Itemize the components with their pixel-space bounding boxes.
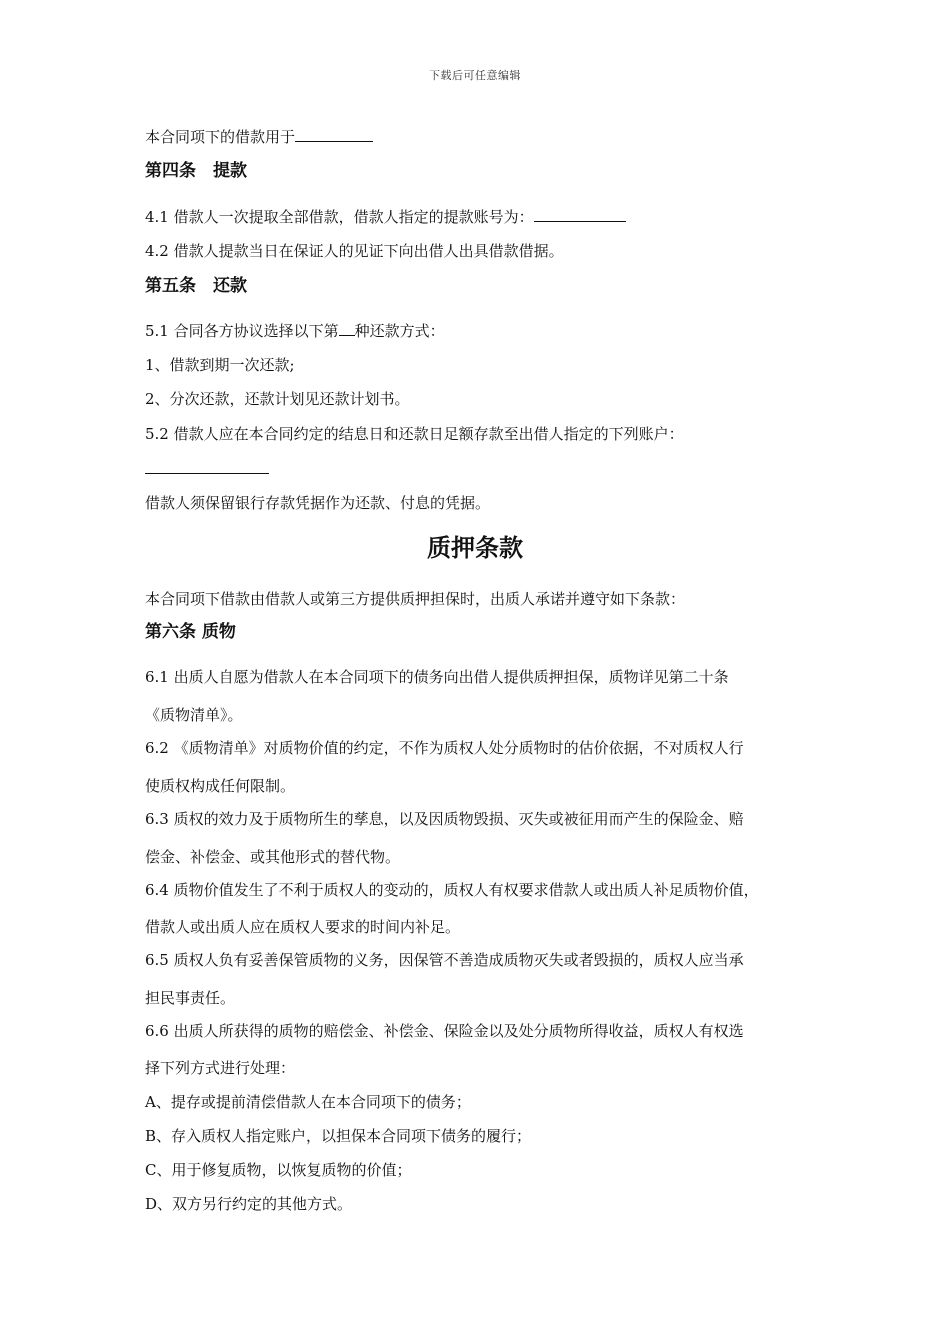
account-blank [534, 207, 626, 222]
clause-6-1-line-2: 《质物清单》。 [145, 706, 243, 724]
clause-6-6-line-1: 6.6 出质人所获得的质物的赔偿金、补偿金、保险金以及处分质物所得收益，质权人有权选 [145, 1022, 744, 1040]
clause-6-4-line-1: 6.4 质物价值发生了不利于质权人的变动的，质权人有权要求借款人或出质人补足质物价值， [145, 881, 759, 899]
clause-5-2: 5.2 借款人应在本合同约定的结息日和还款日足额存款至出借人指定的下列账户： [145, 425, 684, 443]
option-d: D、双方另行约定的其他方式。 [145, 1195, 353, 1213]
option-blank [339, 321, 355, 336]
clause-6-3-line-1: 6.3 质权的效力及于质物所生的孳息，以及因质物毁损、灭失或被征用而产生的保险金、赔 [145, 810, 744, 828]
clause-4-1 [145, 207, 626, 227]
article-6-heading: 第六条 质物 [145, 622, 236, 642]
clause-6-3-line-2: 偿金、补偿金、或其他形式的替代物。 [145, 848, 401, 866]
clause-6-5-line-1: 6.5 质权人负有妥善保管质物的义务，因保管不善造成质物灭失或者毁损的，质权人应当承 [145, 951, 744, 969]
clause-4-2: 4.2 借款人提款当日在保证人的见证下向出借人出具借款借据。 [145, 242, 564, 260]
clause-6-5-line-2: 担民事责任。 [145, 989, 236, 1007]
option-b: B、存入质权人指定账户，以担保本合同项下债务的履行； [145, 1127, 532, 1145]
header-note: 下载后可任意编辑 [429, 69, 521, 82]
clause-4-1-text: 4.1 借款人一次提取全部借款，借款人指定的提款账号为： [145, 208, 534, 226]
clause-5-1-text-b: 种还款方式： [354, 322, 445, 340]
purpose-text: 本合同项下的借款用于 [145, 128, 296, 146]
article-4-heading: 第四条 提款 [145, 161, 247, 181]
account-line-blank [145, 473, 269, 474]
option-1: 1、借款到期一次还款; [145, 356, 295, 374]
purpose-blank [295, 127, 373, 142]
clause-6-4-line-2: 借款人或出质人应在质权人要求的时间内补足。 [145, 918, 461, 936]
clause-6-1-line-1: 6.1 出质人自愿为借款人在本合同项下的债务向出借人提供质押担保，质物详见第二十条 [145, 668, 729, 686]
purpose-line [145, 127, 373, 147]
clause-5-1-text-a: 5.1 合同各方协议选择以下第 [145, 322, 339, 340]
option-a: A、提存或提前清偿借款人在本合同项下的债务； [145, 1093, 471, 1111]
clause-5-1 [145, 321, 445, 341]
option-c: C、用于修复质物，以恢复质物的价值； [145, 1161, 412, 1179]
clause-6-6-line-2: 择下列方式进行处理： [145, 1059, 296, 1077]
clause-6-2-line-1: 6.2 《质物清单》对质物价值的约定，不作为质权人处分质物时的估价依据，不对质权人行 [145, 739, 744, 757]
section-title: 质押条款 [427, 534, 523, 562]
pledge-intro: 本合同项下借款由借款人或第三方提供质押担保时，出质人承诺并遵守如下条款： [145, 590, 686, 608]
keep-receipt-line: 借款人须保留银行存款凭据作为还款、付息的凭据。 [145, 494, 491, 512]
option-2: 2、分次还款，还款计划见还款计划书。 [145, 390, 410, 408]
article-5-heading: 第五条 还款 [145, 276, 247, 296]
clause-6-2-line-2: 使质权构成任何限制。 [145, 777, 296, 795]
